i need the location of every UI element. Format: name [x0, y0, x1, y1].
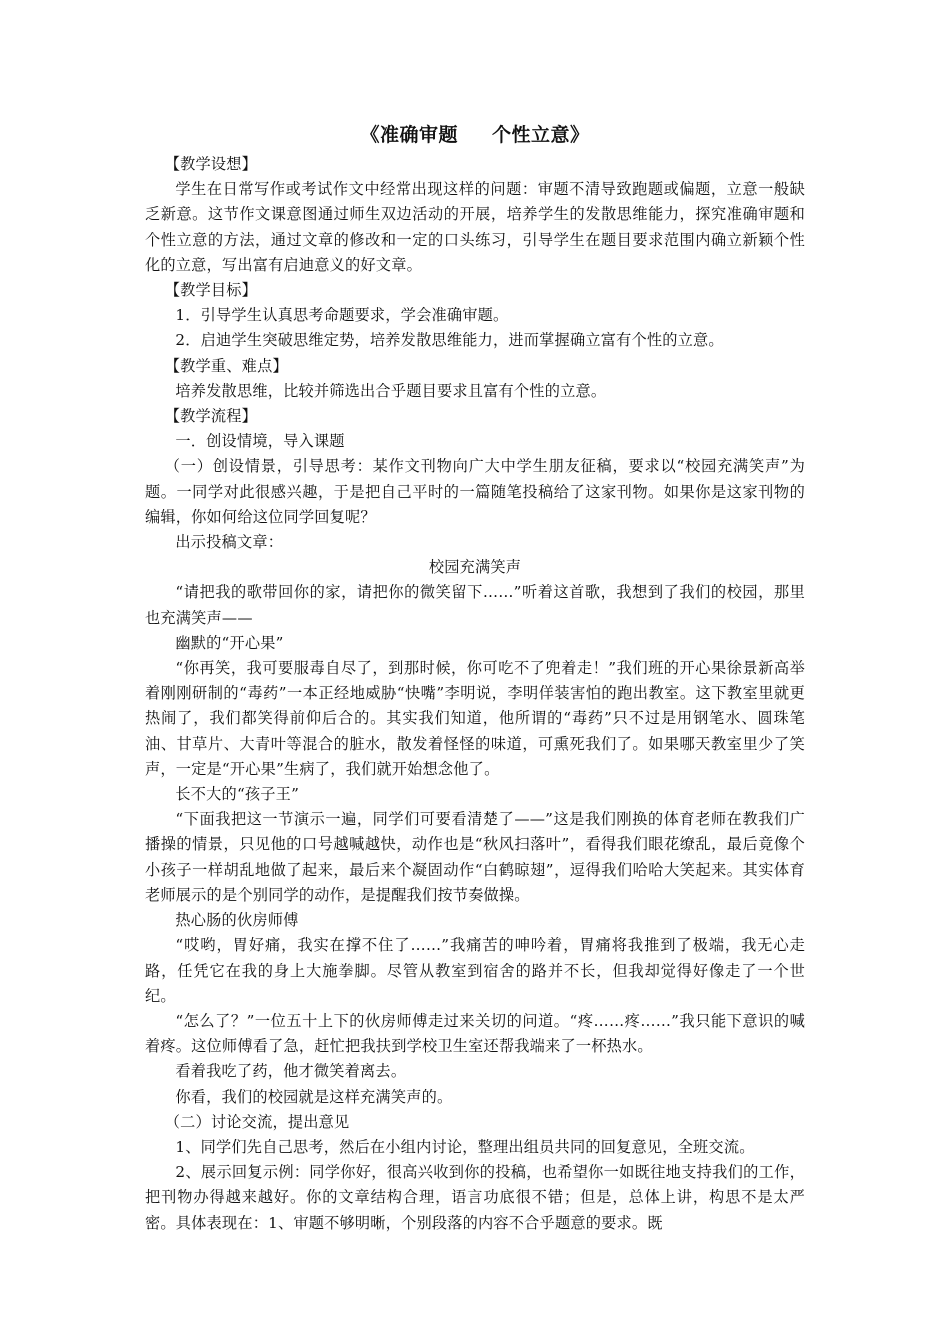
process-step-1: 一．创设情境，导入课题	[175, 432, 345, 451]
document-title	[145, 118, 805, 152]
article-paragraph-5: “怎么了？”一位五十上下的伙房师傅走过来关切的问道。“疼……疼……”我只能下意识的喊着疼。这位师傅看了急，赶忙把我扶到学校卫生室还帮我端来了一杯热水。	[145, 1011, 805, 1056]
section-heading-process: 【教学流程】	[164, 407, 258, 426]
goal-item-1: 1．引导学生认真思考命题要求，学会准确审题。	[175, 306, 509, 325]
article-paragraph-3: “下面我把这一节演示一遍，同学们可要看清楚了——”这是我们刚换的体育老师在教我们广播操的情景，只见他的口号越喊越快，动作也是“秋风扫落叶”，看得我们眼花缭乱，最后竟像个小孩子一样胡乱地做了起来，最后来个凝固动作“白鹤晾翅”，逗得我们哈哈大笑起来。其实体育老师展示的是个别同学的动作，是提醒我们按节奏做操。	[145, 810, 805, 904]
article-paragraph-7: 你看，我们的校园就是这样充满笑声的。	[175, 1087, 453, 1106]
section-heading-design: 【教学设想】	[164, 155, 258, 173]
title-part-1: 《准确审题	[360, 124, 458, 146]
article-paragraph-2: “你再笑，我可要服毒自尽了，到那时候，你可吃不了兜着走！”我们班的开心果徐景新高举着刚刚研制的“毒药”一本正经地威胁“快嘴”李明说，李明佯装害怕的跑出教室。这下教室里就更热闹了，我们都笑得前仰后合的。其实我们知道，他所谓的“毒药”只不过是用钢笔水、圆珠笔油、甘草片、大青叶等混合的脏水，散发着怪怪的味道，可熏死我们了。如果哪天教室里少了笑声，一定是“开心果”生病了，我们就开始想念他了。	[145, 659, 805, 778]
discussion-item-2: 2、展示回复示例：同学你好，很高兴收到你的投稿，也希望你一如既往地支持我们的工作，把刊物办得越来越好。你的文章结构合理，语言功底很不错；但是，总体上讲，构思不是太严密。具体表现在：1、审题不够明晰，个别段落的内容不合乎题意的要求。既	[145, 1163, 805, 1232]
key-points-paragraph: 培养发散思维，比较并筛选出合乎题目要求且富有个性的立意。	[175, 381, 607, 400]
article-title: 校园充满笑声	[428, 558, 522, 577]
title-part-2: 个性立意》	[492, 124, 590, 146]
article-paragraph-4: “哎哟，胃好痛，我实在撑不住了……”我痛苦的呻吟着，胃痛将我推到了极端，我无心走路，任凭它在我的身上大施拳脚。尽管从教室到宿舍的路并不长，但我却觉得好像走了一个世纪。	[145, 936, 805, 1005]
section-heading-key-points: 【教学重、难点】	[164, 356, 288, 375]
goal-item-2: 2．启迪学生突破思维定势，培养发散思维能力，进而掌握确立富有个性的立意。	[175, 331, 724, 350]
show-article-label: 出示投稿文章：	[175, 533, 284, 552]
document-page	[145, 118, 805, 1236]
section-heading-goals: 【教学目标】	[164, 281, 258, 300]
article-subheading-1: 幽默的“开心果”	[175, 633, 284, 652]
design-paragraph: 学生在日常写作或考试作文中经常出现这样的问题：审题不清导致跑题或偏题，立意一般缺乏新意。这节作文课意图通过师生双边活动的开展，培养学生的发散思维能力，探究准确审题和个性立意的方法，通过文章的修改和一定的口头练习，引导学生在题目要求范围内确立新颖个性化的立意，写出富有启迪意义的好文章。	[145, 180, 805, 274]
article-paragraph-6: 看着我吃了药，他才微笑着离去。	[175, 1062, 407, 1081]
article-subheading-2: 长不大的“孩子王”	[175, 785, 300, 804]
discussion-item-1: 1、同学们先自己思考，然后在小组内讨论，整理出组员共同的回复意见，全班交流。	[175, 1137, 755, 1156]
process-step-1-2: （二）讨论交流，提出意见	[164, 1112, 350, 1131]
process-step-1-1: （一）创设情景，引导思考：某作文刊物向广大中学生朋友征稿，要求以“校园充满笑声”为题。一同学对此很感兴趣，于是把自己平时的一篇随笔投稿给了这家刊物。如果你是这家刊物的编辑，你如何给这位同学回复呢？	[145, 457, 805, 526]
article-paragraph-1: “请把我的歌带回你的家，请把你的微笑留下……”听着这首歌，我想到了我们的校园，那里也充满笑声——	[145, 583, 805, 627]
article-subheading-3: 热心肠的伙房师傅	[175, 911, 299, 930]
